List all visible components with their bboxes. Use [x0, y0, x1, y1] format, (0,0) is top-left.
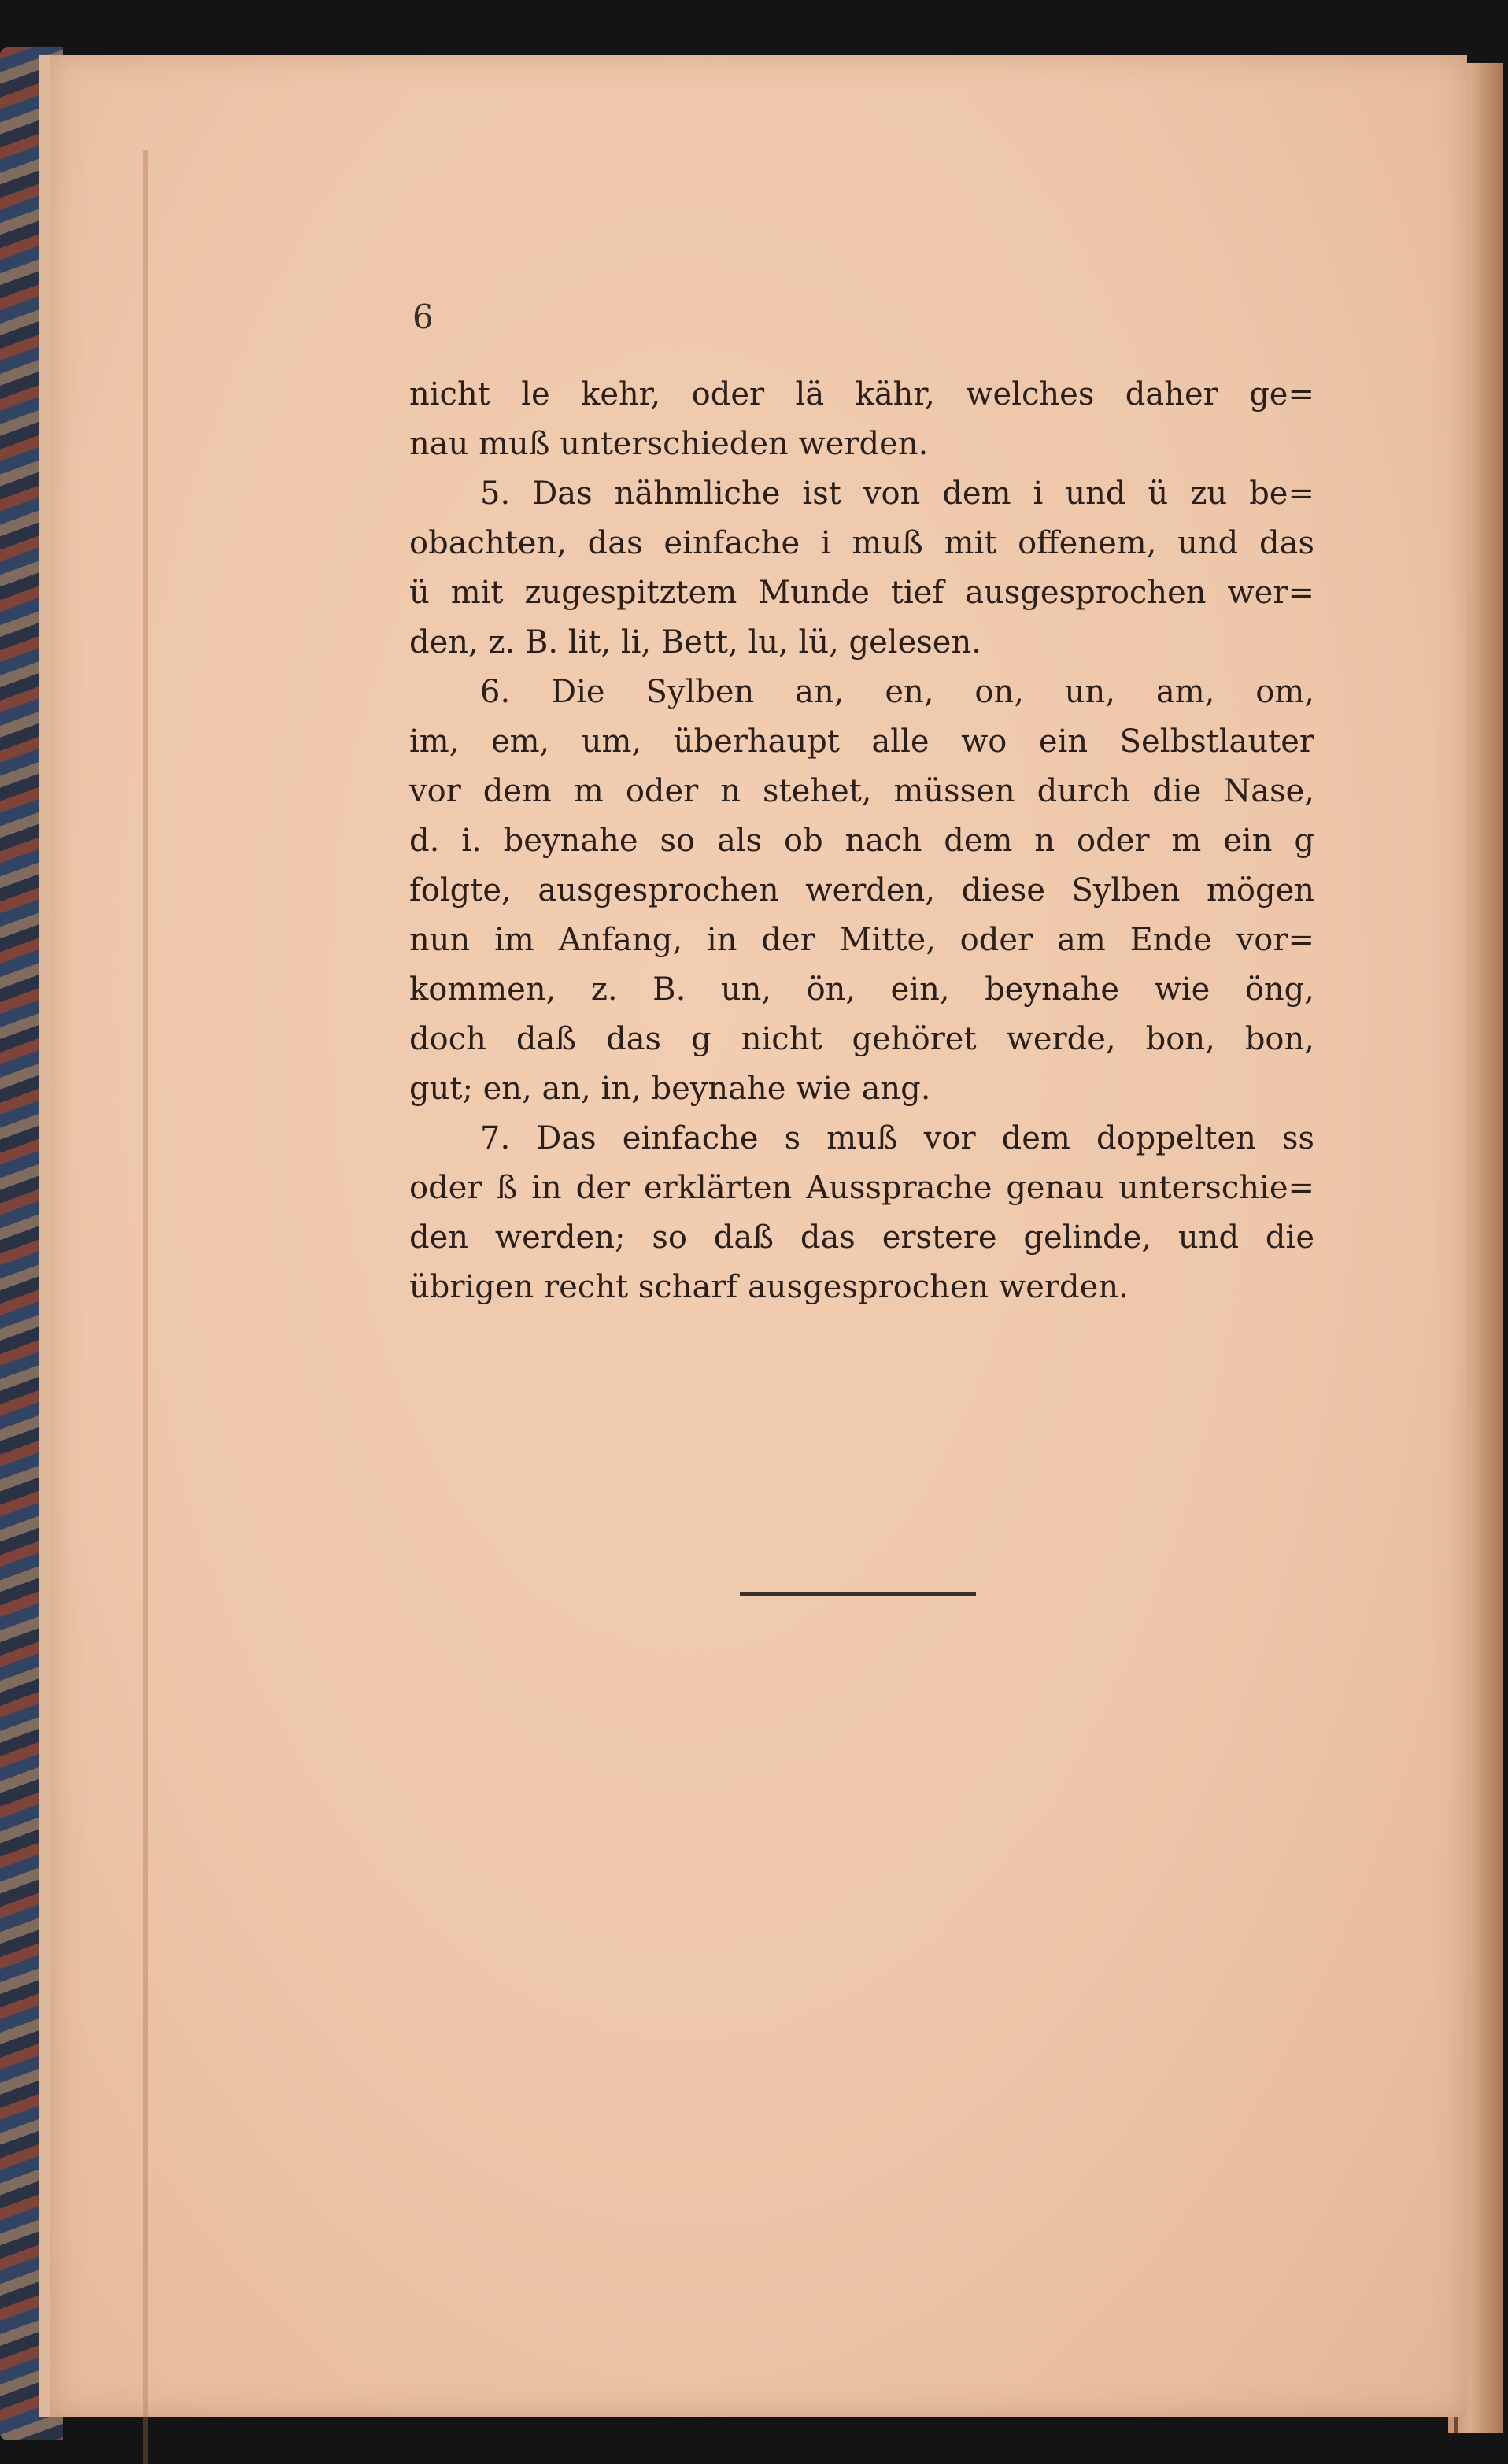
- text-line: ü mit zugespitztem Munde tief ausgesprochen wer=: [409, 575, 1314, 611]
- section-rule: [740, 1592, 976, 1596]
- text-line: den werden; so daß das erstere gelinde, und die: [409, 1219, 1314, 1256]
- text-line: vor dem m oder n stehet, müssen durch die Nase,: [409, 773, 1314, 809]
- text-line: d. i. beynahe so als ob nach dem n oder m ein g: [409, 823, 1314, 859]
- text-line: nun im Anfang, in der Mitte, oder am Ende vor=: [409, 922, 1314, 958]
- text-line: im, em, um, überhaupt alle wo ein Selbstlauter: [409, 723, 1314, 760]
- text-line: kommen, z. B. un, ön, ein, beynahe wie öng,: [409, 971, 1314, 1008]
- text-line: doch daß das g nicht gehöret werde, bon, bon,: [409, 1021, 1314, 1057]
- text-line: gut; en, an, in, beynahe wie ang.: [409, 1071, 931, 1107]
- page-fold-shadow: [143, 150, 148, 2464]
- text-line: übrigen recht scharf ausgesprochen werden.: [409, 1269, 1129, 1305]
- text-line: nicht le kehr, oder lä kähr, welches daher ge=: [409, 376, 1314, 413]
- text-line: nau muß unterschieden werden.: [409, 426, 929, 462]
- text-line: 5. Das nähmliche ist von dem i und ü zu be=: [480, 475, 1314, 512]
- text-line: obachten, das einfache i muß mit offenem, und das: [409, 525, 1314, 561]
- text-line: folgte, ausgesprochen werden, diese Sylben mögen: [409, 872, 1314, 908]
- text-line: 7. Das einfache s muß vor dem doppelten ss: [480, 1120, 1314, 1156]
- text-line: 6. Die Sylben an, en, on, un, am, om,: [480, 674, 1314, 710]
- text-line: oder ß in der erklärten Aussprache genau unterschie=: [409, 1170, 1314, 1206]
- page-number: 6: [412, 298, 434, 336]
- page-body: [409, 370, 1314, 1312]
- text-line: den, z. B. lit, li, Bett, lu, lü, gelesen.: [409, 624, 981, 660]
